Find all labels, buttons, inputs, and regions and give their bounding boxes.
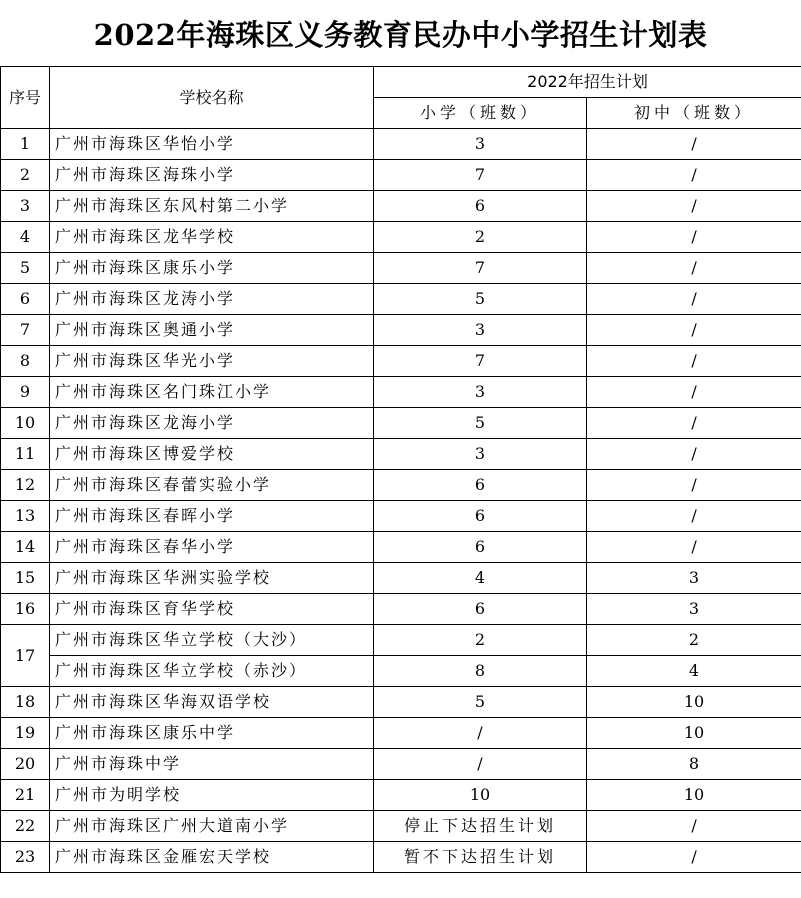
school-name: 广州市海珠区博爱学校 — [50, 439, 374, 470]
header-plan: 2022年招生计划 — [374, 67, 801, 98]
table-row — [1, 470, 801, 501]
junior-classes: / — [587, 284, 801, 315]
primary-classes: 10 — [374, 780, 587, 811]
row-number: 7 — [1, 315, 50, 346]
school-name: 广州市海珠区华光小学 — [50, 346, 374, 377]
school-name: 广州市海珠区龙华学校 — [50, 222, 374, 253]
table-row — [1, 501, 801, 532]
table-row — [1, 439, 801, 470]
header-seq: 序号 — [1, 67, 50, 129]
table-row — [1, 284, 801, 315]
school-name: 广州市海珠区华洲实验学校 — [50, 563, 374, 594]
row-number: 2 — [1, 160, 50, 191]
school-name: 广州市海珠区华海双语学校 — [50, 687, 374, 718]
school-name: 广州市海珠区华立学校（大沙） — [50, 625, 374, 656]
school-name: 广州市海珠区海珠小学 — [50, 160, 374, 191]
primary-classes: 5 — [374, 408, 587, 439]
junior-classes: / — [587, 253, 801, 284]
junior-classes: / — [587, 222, 801, 253]
school-name: 广州市海珠区名门珠江小学 — [50, 377, 374, 408]
school-name: 广州市海珠区华立学校（赤沙） — [50, 656, 374, 687]
school-name: 广州市海珠区育华学校 — [50, 594, 374, 625]
primary-classes: 5 — [374, 284, 587, 315]
junior-classes: / — [587, 377, 801, 408]
school-name: 广州市海珠中学 — [50, 749, 374, 780]
row-number: 23 — [1, 842, 50, 873]
table-row — [1, 563, 801, 594]
junior-classes: / — [587, 842, 801, 873]
primary-classes: 6 — [374, 470, 587, 501]
table-row — [1, 315, 801, 346]
row-number: 10 — [1, 408, 50, 439]
junior-classes: / — [587, 408, 801, 439]
junior-classes: / — [587, 532, 801, 563]
school-name: 广州市海珠区春蕾实验小学 — [50, 470, 374, 501]
primary-classes: 6 — [374, 501, 587, 532]
junior-classes: 3 — [587, 594, 801, 625]
table-row — [1, 780, 801, 811]
table-row — [1, 377, 801, 408]
row-number: 12 — [1, 470, 50, 501]
table-row — [1, 749, 801, 780]
table-row — [1, 129, 801, 160]
row-number: 21 — [1, 780, 50, 811]
junior-classes: / — [587, 470, 801, 501]
enrollment-plan-table — [0, 66, 801, 873]
primary-classes: 6 — [374, 594, 587, 625]
header-junior-classes: 初中（班数） — [587, 98, 801, 129]
school-name: 广州市海珠区广州大道南小学 — [50, 811, 374, 842]
school-name: 广州市海珠区康乐中学 — [50, 718, 374, 749]
school-name: 广州市海珠区康乐小学 — [50, 253, 374, 284]
primary-classes: 6 — [374, 191, 587, 222]
row-number: 13 — [1, 501, 50, 532]
primary-classes: 7 — [374, 346, 587, 377]
row-number: 9 — [1, 377, 50, 408]
table-row — [1, 346, 801, 377]
school-name: 广州市海珠区金雁宏天学校 — [50, 842, 374, 873]
junior-classes: 10 — [587, 687, 801, 718]
table-row — [1, 687, 801, 718]
school-name: 广州市海珠区东风村第二小学 — [50, 191, 374, 222]
junior-classes: / — [587, 811, 801, 842]
header-school-name: 学校名称 — [50, 67, 374, 129]
page-title: 2022年海珠区义务教育民办中小学招生计划表 — [93, 17, 708, 52]
school-name: 广州市为明学校 — [50, 780, 374, 811]
junior-classes: 8 — [587, 749, 801, 780]
table-row — [1, 842, 801, 873]
junior-classes: / — [587, 439, 801, 470]
school-name: 广州市海珠区龙涛小学 — [50, 284, 374, 315]
junior-classes: / — [587, 129, 801, 160]
primary-classes: / — [374, 749, 587, 780]
table-row — [1, 160, 801, 191]
primary-classes: 3 — [374, 377, 587, 408]
row-number: 19 — [1, 718, 50, 749]
table-body — [1, 129, 801, 873]
primary-classes: 暂不下达招生计划 — [374, 842, 587, 873]
primary-classes: / — [374, 718, 587, 749]
table-row — [1, 532, 801, 563]
row-number: 4 — [1, 222, 50, 253]
school-name: 广州市海珠区华怡小学 — [50, 129, 374, 160]
primary-classes: 8 — [374, 656, 587, 687]
row-number: 3 — [1, 191, 50, 222]
primary-classes: 4 — [374, 563, 587, 594]
primary-classes: 7 — [374, 253, 587, 284]
junior-classes: / — [587, 315, 801, 346]
primary-classes: 3 — [374, 129, 587, 160]
row-number: 22 — [1, 811, 50, 842]
school-name: 广州市海珠区奥通小学 — [50, 315, 374, 346]
junior-classes: / — [587, 160, 801, 191]
junior-classes: 3 — [587, 563, 801, 594]
table-row — [1, 594, 801, 625]
row-number: 8 — [1, 346, 50, 377]
junior-classes: 10 — [587, 718, 801, 749]
row-number: 6 — [1, 284, 50, 315]
junior-classes: / — [587, 346, 801, 377]
table-row — [1, 253, 801, 284]
table-row — [1, 625, 801, 656]
row-number: 17 — [1, 625, 50, 687]
primary-classes: 2 — [374, 625, 587, 656]
school-name: 广州市海珠区春华小学 — [50, 532, 374, 563]
school-name: 广州市海珠区春晖小学 — [50, 501, 374, 532]
row-number: 16 — [1, 594, 50, 625]
row-number: 20 — [1, 749, 50, 780]
junior-classes: / — [587, 191, 801, 222]
row-number: 11 — [1, 439, 50, 470]
primary-classes: 2 — [374, 222, 587, 253]
primary-classes: 3 — [374, 439, 587, 470]
junior-classes: 4 — [587, 656, 801, 687]
primary-classes: 停止下达招生计划 — [374, 811, 587, 842]
primary-classes: 6 — [374, 532, 587, 563]
header-primary-classes: 小学（班数） — [374, 98, 587, 129]
junior-classes: 10 — [587, 780, 801, 811]
row-number: 1 — [1, 129, 50, 160]
primary-classes: 3 — [374, 315, 587, 346]
row-number: 5 — [1, 253, 50, 284]
table-row — [1, 408, 801, 439]
primary-classes: 7 — [374, 160, 587, 191]
row-number: 15 — [1, 563, 50, 594]
primary-classes: 5 — [374, 687, 587, 718]
table-row — [1, 222, 801, 253]
row-number: 14 — [1, 532, 50, 563]
junior-classes: / — [587, 501, 801, 532]
row-number: 18 — [1, 687, 50, 718]
school-name: 广州市海珠区龙海小学 — [50, 408, 374, 439]
table-row — [1, 191, 801, 222]
table-row — [1, 718, 801, 749]
junior-classes: 2 — [587, 625, 801, 656]
table-row — [1, 811, 801, 842]
table-row — [1, 656, 801, 687]
